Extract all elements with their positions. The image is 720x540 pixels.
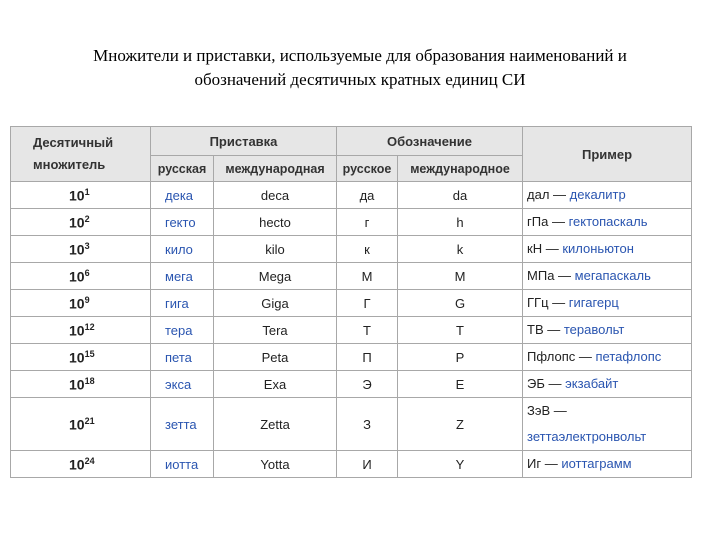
example-link[interactable]: килоньютон <box>562 241 634 256</box>
symbol-ru-cell: И <box>337 451 398 478</box>
symbol-intl-cell: P <box>398 344 523 371</box>
example-unit: ТВ <box>527 322 544 337</box>
example-cell <box>523 263 692 290</box>
symbol-ru-cell: З <box>337 398 398 451</box>
prefix-ru-link[interactable]: пета <box>151 344 214 371</box>
example-link[interactable]: зеттаэлектронвольт <box>527 429 647 444</box>
symbol-ru-cell: Г <box>337 290 398 317</box>
symbol-intl-cell: E <box>398 371 523 398</box>
prefix-ru-link[interactable]: иотта <box>151 451 214 478</box>
prefix-intl-cell: Yotta <box>214 451 337 478</box>
multiplier-cell <box>11 317 151 344</box>
example-separator: — <box>543 322 564 337</box>
symbol-ru-cell: к <box>337 236 398 263</box>
multiplier-exponent: 15 <box>84 348 95 359</box>
example-cell <box>523 451 692 478</box>
multiplier-header-line-2: множитель <box>33 157 106 172</box>
prefix-intl-cell: Giga <box>214 290 337 317</box>
symbol-intl-cell: M <box>398 263 523 290</box>
multiplier-cell <box>11 263 151 290</box>
example-link[interactable]: иоттаграмм <box>561 456 632 471</box>
example-cell <box>523 398 692 451</box>
example-separator: — <box>544 376 566 391</box>
table-row <box>11 344 692 371</box>
example-link[interactable]: петафлопс <box>595 349 662 364</box>
prefix-ru-link[interactable]: тера <box>151 317 214 344</box>
title-line-1: Множители и приставки, используемые для образования наименований и <box>93 46 627 65</box>
si-prefix-table-container <box>10 126 691 478</box>
prefix-ru-link[interactable]: гига <box>151 290 214 317</box>
multiplier-cell <box>11 209 151 236</box>
example-separator: — <box>550 403 567 418</box>
example-unit: Иг <box>527 456 542 471</box>
multiplier-base: 10 <box>69 376 85 393</box>
prefix-ru-link[interactable]: зетта <box>151 398 214 451</box>
table-row <box>11 317 692 344</box>
example-separator: — <box>575 349 596 364</box>
example-cell <box>523 236 692 263</box>
example-cell <box>523 182 692 209</box>
table-row <box>11 209 692 236</box>
table-row <box>11 371 692 398</box>
page-title <box>20 44 700 92</box>
multiplier-cell <box>11 182 151 209</box>
title-line-2: обозначений десятичных кратных единиц СИ <box>194 70 526 89</box>
multiplier-base: 10 <box>69 214 85 231</box>
multiplier-cell <box>11 451 151 478</box>
symbol-header: Обозначение <box>337 127 523 156</box>
example-unit: Пфлопс <box>527 349 576 364</box>
example-unit: ГГц <box>527 295 549 310</box>
symbol-intl-cell: T <box>398 317 523 344</box>
multiplier-base: 10 <box>69 416 85 433</box>
symbol-intl-cell: Y <box>398 451 523 478</box>
prefix-intl-cell: hecto <box>214 209 337 236</box>
multiplier-exponent: 3 <box>84 240 90 251</box>
prefix-ru-link[interactable]: гекто <box>151 209 214 236</box>
symbol-ru-cell: г <box>337 209 398 236</box>
example-cell <box>523 371 692 398</box>
multiplier-base: 10 <box>69 322 85 339</box>
prefix-intl-cell: Exa <box>214 371 337 398</box>
prefix-ru-header: русская <box>151 156 214 182</box>
table-row <box>11 290 692 317</box>
multiplier-cell <box>11 398 151 451</box>
example-cell <box>523 317 692 344</box>
example-separator: — <box>554 268 575 283</box>
example-cell <box>523 344 692 371</box>
si-prefix-table <box>10 126 692 478</box>
table-row <box>11 263 692 290</box>
symbol-intl-cell: da <box>398 182 523 209</box>
prefix-intl-cell: Mega <box>214 263 337 290</box>
prefix-header: Приставка <box>151 127 337 156</box>
multiplier-cell <box>11 236 151 263</box>
prefix-intl-cell: Zetta <box>214 398 337 451</box>
symbol-intl-cell: h <box>398 209 523 236</box>
multiplier-exponent: 1 <box>84 186 90 197</box>
example-separator: — <box>548 214 569 229</box>
example-link[interactable]: экзабайт <box>565 376 619 391</box>
example-unit: ЭБ <box>527 376 545 391</box>
symbol-ru-cell: да <box>337 182 398 209</box>
symbol-intl-header: международное <box>398 156 523 182</box>
symbol-ru-header: русское <box>337 156 398 182</box>
example-unit: ЗэВ <box>527 403 551 418</box>
table-row <box>11 236 692 263</box>
multiplier-base: 10 <box>69 187 85 204</box>
symbol-intl-cell: k <box>398 236 523 263</box>
multiplier-exponent: 2 <box>84 213 90 224</box>
multiplier-base: 10 <box>69 349 85 366</box>
example-link[interactable]: теравольт <box>563 322 625 337</box>
prefix-intl-cell: deca <box>214 182 337 209</box>
multiplier-cell <box>11 371 151 398</box>
example-unit: кН <box>527 241 543 256</box>
prefix-intl-cell: kilo <box>214 236 337 263</box>
symbol-ru-cell: Э <box>337 371 398 398</box>
multiplier-exponent: 18 <box>84 375 95 386</box>
multiplier-base: 10 <box>69 241 85 258</box>
prefix-ru-link[interactable]: экса <box>151 371 214 398</box>
symbol-intl-cell: G <box>398 290 523 317</box>
example-unit: гПа <box>527 214 549 229</box>
prefix-intl-cell: Tera <box>214 317 337 344</box>
example-cell <box>523 290 692 317</box>
multiplier-exponent: 24 <box>84 455 95 466</box>
example-separator: — <box>548 295 569 310</box>
multiplier-header <box>11 127 151 182</box>
example-link[interactable]: декалитр <box>569 187 626 202</box>
example-separator: — <box>549 187 570 202</box>
example-header: Пример <box>523 127 692 182</box>
multiplier-base: 10 <box>69 456 85 473</box>
symbol-ru-cell: Т <box>337 317 398 344</box>
example-link[interactable]: гектопаскаль <box>568 214 648 229</box>
multiplier-exponent: 21 <box>84 415 95 426</box>
example-unit: дал <box>527 187 550 202</box>
multiplier-exponent: 12 <box>84 321 95 332</box>
prefix-ru-link[interactable]: мега <box>151 263 214 290</box>
example-unit: МПа <box>527 268 555 283</box>
multiplier-base: 10 <box>69 295 85 312</box>
prefix-ru-link[interactable]: кило <box>151 236 214 263</box>
multiplier-base: 10 <box>69 268 85 285</box>
example-link[interactable]: мегапаскаль <box>574 268 651 283</box>
prefix-intl-header: международная <box>214 156 337 182</box>
multiplier-cell <box>11 344 151 371</box>
symbol-ru-cell: П <box>337 344 398 371</box>
multiplier-exponent: 6 <box>84 267 90 278</box>
table-row <box>11 182 692 209</box>
symbol-ru-cell: М <box>337 263 398 290</box>
multiplier-exponent: 9 <box>84 294 90 305</box>
example-separator: — <box>541 456 562 471</box>
table-row <box>11 451 692 478</box>
multiplier-header-line-1: Десятичный <box>33 135 114 150</box>
example-link[interactable]: гигагерц <box>568 295 619 310</box>
table-row <box>11 398 692 451</box>
symbol-intl-cell: Z <box>398 398 523 451</box>
prefix-intl-cell: Peta <box>214 344 337 371</box>
header-row-1 <box>11 127 692 156</box>
multiplier-cell <box>11 290 151 317</box>
example-separator: — <box>542 241 563 256</box>
prefix-ru-link[interactable]: дека <box>151 182 214 209</box>
example-cell <box>523 209 692 236</box>
